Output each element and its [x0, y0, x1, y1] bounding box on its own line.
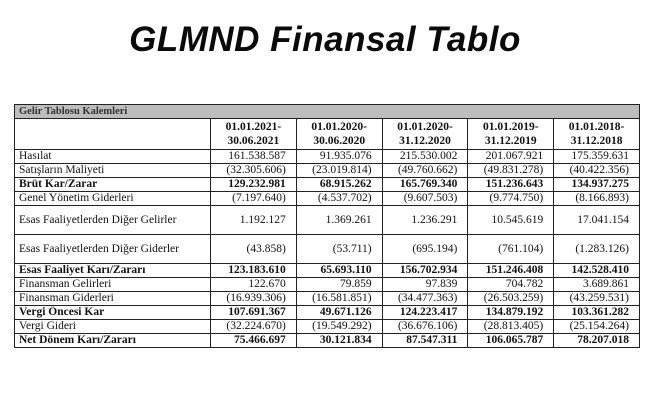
row-value: 124.223.417 [382, 306, 468, 320]
page-title: GLMND Finansal Tablo [129, 20, 521, 59]
table-row [15, 306, 640, 320]
row-label: Hasılat [15, 150, 211, 164]
row-value: 1.236.291 [382, 206, 468, 235]
table-row [15, 278, 640, 292]
row-value: (19.549.292) [296, 320, 382, 334]
table-row [15, 192, 640, 206]
row-value: (761.104) [468, 235, 554, 264]
row-value: (16.939.306) [211, 292, 297, 306]
table-row [15, 334, 640, 348]
row-value: 49.671.126 [296, 306, 382, 320]
row-value: 151.236.643 [468, 178, 554, 192]
row-value: (9.607.503) [382, 192, 468, 206]
row-value: 30.121.834 [296, 334, 382, 348]
row-value: 134.879.192 [468, 306, 554, 320]
row-label: Esas Faaliyetlerden Diğer Giderler [15, 235, 211, 264]
row-value: 75.466.697 [211, 334, 297, 348]
row-value: (32.305.606) [211, 164, 297, 178]
row-label: Vergi Öncesi Kar [15, 306, 211, 320]
table-row [15, 150, 640, 164]
row-value: 161.538.587 [211, 150, 297, 164]
row-value: (53.711) [296, 235, 382, 264]
row-value: (23.019.814) [296, 164, 382, 178]
row-value: 151.246.408 [468, 264, 554, 278]
row-value: 122.670 [211, 278, 297, 292]
row-value: 10.545.619 [468, 206, 554, 235]
section-label: Gelir Tablosu Kalemleri [15, 105, 640, 119]
column-header: 01.01.2021-30.06.2021 [211, 119, 297, 150]
income-statement-table [14, 104, 640, 348]
income-statement-table-wrapper [14, 104, 639, 348]
row-value: 129.232.981 [211, 178, 297, 192]
row-label: Brüt Kar/Zarar [15, 178, 211, 192]
row-value: 79.859 [296, 278, 382, 292]
row-value: (9.774.750) [468, 192, 554, 206]
row-value: (49.831.278) [468, 164, 554, 178]
row-value: 1.369.261 [296, 206, 382, 235]
row-value: (4.537.702) [296, 192, 382, 206]
row-label: Esas Faaliyetlerden Diğer Gelirler [15, 206, 211, 235]
table-row [15, 178, 640, 192]
row-value: 107.691.367 [211, 306, 297, 320]
row-value: (40.422.356) [554, 164, 640, 178]
row-value: 704.782 [468, 278, 554, 292]
row-value: (1.283.126) [554, 235, 640, 264]
row-value: 142.528.410 [554, 264, 640, 278]
row-label: Esas Faaliyet Karı/Zararı [15, 264, 211, 278]
row-value: 215.530.002 [382, 150, 468, 164]
table-row [15, 320, 640, 334]
row-value: 78.207.018 [554, 334, 640, 348]
row-value: (28.813.405) [468, 320, 554, 334]
row-value: 65.693.110 [296, 264, 382, 278]
row-value: (26.503.259) [468, 292, 554, 306]
section-header-row [15, 105, 640, 119]
row-value: 103.361.282 [554, 306, 640, 320]
row-value: (16.581.851) [296, 292, 382, 306]
row-value: (43.259.531) [554, 292, 640, 306]
row-label: Net Dönem Karı/Zararı [15, 334, 211, 348]
row-label: Finansman Gelirleri [15, 278, 211, 292]
row-value: (25.154.264) [554, 320, 640, 334]
table-row [15, 292, 640, 306]
row-value: 201.067.921 [468, 150, 554, 164]
table-row [15, 206, 640, 235]
column-header-blank [15, 119, 211, 150]
row-value: (7.197.640) [211, 192, 297, 206]
row-value: 97.839 [382, 278, 468, 292]
row-label: Satışların Maliyeti [15, 164, 211, 178]
row-value: 165.769.340 [382, 178, 468, 192]
row-value: 17.041.154 [554, 206, 640, 235]
row-value: 156.702.934 [382, 264, 468, 278]
table-row [15, 235, 640, 264]
row-value: (49.760.662) [382, 164, 468, 178]
row-value: 91.935.076 [296, 150, 382, 164]
row-value: 123.183.610 [211, 264, 297, 278]
row-value: 87.547.311 [382, 334, 468, 348]
row-value: 3.689.861 [554, 278, 640, 292]
row-value: (32.224.670) [211, 320, 297, 334]
row-value: 68.915.262 [296, 178, 382, 192]
table-row [15, 264, 640, 278]
column-header: 01.01.2018-31.12.2018 [554, 119, 640, 150]
row-label: Vergi Gideri [15, 320, 211, 334]
table-body [15, 150, 640, 348]
row-value: (34.477.363) [382, 292, 468, 306]
row-value: 1.192.127 [211, 206, 297, 235]
row-value: (43.858) [211, 235, 297, 264]
row-label: Genel Yönetim Giderleri [15, 192, 211, 206]
row-label: Finansman Giderleri [15, 292, 211, 306]
column-header: 01.01.2020-30.06.2020 [296, 119, 382, 150]
row-value: (8.166.893) [554, 192, 640, 206]
column-header: 01.01.2020-31.12.2020 [382, 119, 468, 150]
row-value: 175.359.631 [554, 150, 640, 164]
column-header-row [15, 119, 640, 150]
row-value: 134.937.275 [554, 178, 640, 192]
table-row [15, 164, 640, 178]
row-value: (36.676.106) [382, 320, 468, 334]
column-header: 01.01.2019-31.12.2019 [468, 119, 554, 150]
row-value: (695.194) [382, 235, 468, 264]
row-value: 106.065.787 [468, 334, 554, 348]
